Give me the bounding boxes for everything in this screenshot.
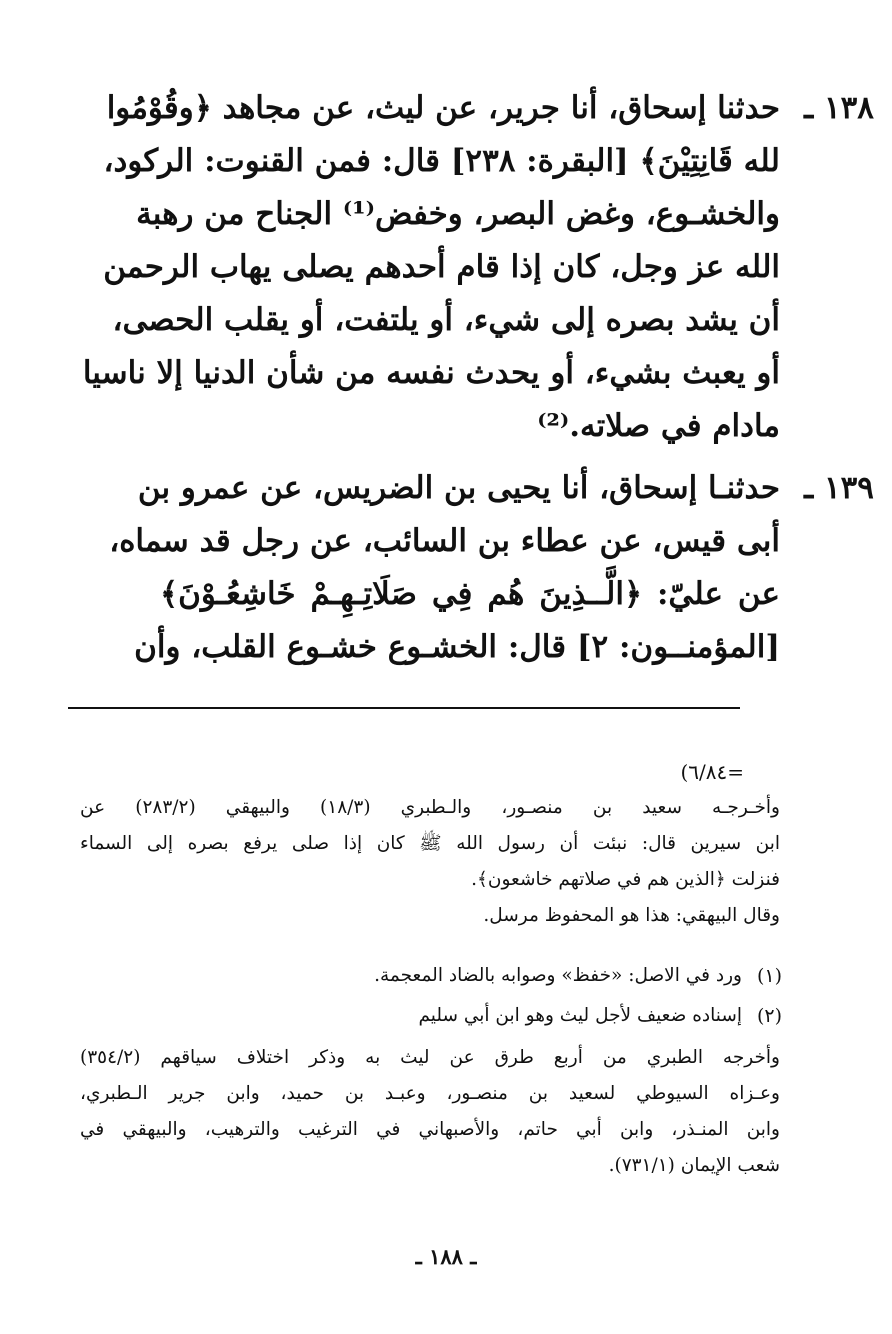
- text-line: مادام في صلاته.⁽²⁾: [537, 408, 780, 444]
- hadith-number-label: ١٣٩ ـ: [804, 470, 874, 506]
- footnote-separator: [68, 707, 740, 709]
- text-line: حدثنـا إسحاق، أنا يحيى بن الضريس، عن عمرو بن: [137, 470, 780, 506]
- text-line: أو يعبث بشيء، أو يحدث نفسه من شأن الدنيا إلا ناسيا: [82, 355, 780, 391]
- footnote-line: وقال البيهقي: هذا هو المحفوظ مرسل.: [483, 905, 780, 926]
- text-line: عن عليّ: ﴿الَّــذِينَ هُم فِي صَلَاتِـهِـمْ خَاشِعُـوْنَ﴾: [160, 576, 780, 612]
- footnote-line: شعب الإيمان (٧٣١/١).: [608, 1155, 780, 1176]
- footnote-continuation-mark: =٦/٨٤): [680, 760, 744, 784]
- text-line: لله قَانِتِيْنَ﴾ [البقرة: ٢٣٨] قال: فمن القنوت: الركود،: [103, 143, 780, 179]
- footnote-text: إسناده ضعيف لأجل ليث وهو ابن أبي سليم: [418, 1005, 742, 1026]
- footnote-details: [80, 1040, 780, 1184]
- footnote-line: وأخـرجـه سعيد بن منصـور، والـطبري (١٨/٣) والبيهقي (٢٨٣/٢) عن: [80, 797, 780, 818]
- text-line: أن يشد بصره إلى شيء، أو يلتفت، أو يقلب الحصى،: [112, 302, 780, 338]
- hadith-text: [109, 462, 780, 674]
- hadith-number-label: ١٣٨ ـ: [804, 90, 874, 126]
- text-line: والخشـوع، وغض البصر، وخفض⁽¹⁾ الجناح من رهبة: [136, 196, 780, 232]
- hadith-text: [82, 82, 780, 453]
- text-line: [المؤمنــون: ٢] قال: الخشـوع خشـوع القلب، وأن: [134, 629, 780, 665]
- hadith-number: [780, 82, 892, 135]
- hadith-number: [780, 462, 892, 515]
- text-line: أبى قيس، عن عطاء بن السائب، عن رجل قد سماه،: [109, 523, 780, 559]
- footnote-line: وابن المنـذر، وابن أبي حاتم، والأصبهاني في الترغيب والترهيب، والبيهقي في: [80, 1119, 780, 1140]
- page-number: ـ ١٨٨ ـ: [415, 1244, 477, 1269]
- footnote-line: وأخرجه الطبري من أربع طرق عن ليث به وذكر اختلاف سياقهم (٣٥٤/٢): [80, 1047, 780, 1068]
- footnote-line: وعـزاه السيوطي لسعيد بن منصـور، وعبـد بن حميد، وابن جرير الـطبري،: [80, 1083, 780, 1104]
- text-line: الله عز وجل، كان إذا قام أحدهم يصلى يهاب الرحمن: [103, 249, 780, 285]
- footnote-text: ورد في الاصل: «خفظ» وصوابه بالضاد المعجمة.: [374, 965, 742, 986]
- footnote-line: ابن سيرين قال: نبئت أن رسول الله ﷺ كان إذا صلى يرفع بصره إلى السماء: [80, 833, 780, 854]
- footnote-line: فنزلت ﴿الذين هم في صلاتهم خاشعون﴾.: [471, 869, 780, 890]
- footnote-number: (١): [756, 965, 782, 987]
- text-line: حدثنا إسحاق، أنا جرير، عن ليث، عن مجاهد ﴿وقُوْمُوا: [106, 90, 780, 126]
- footnote-intro: [80, 790, 780, 934]
- footnote-number: (٢): [756, 1005, 782, 1027]
